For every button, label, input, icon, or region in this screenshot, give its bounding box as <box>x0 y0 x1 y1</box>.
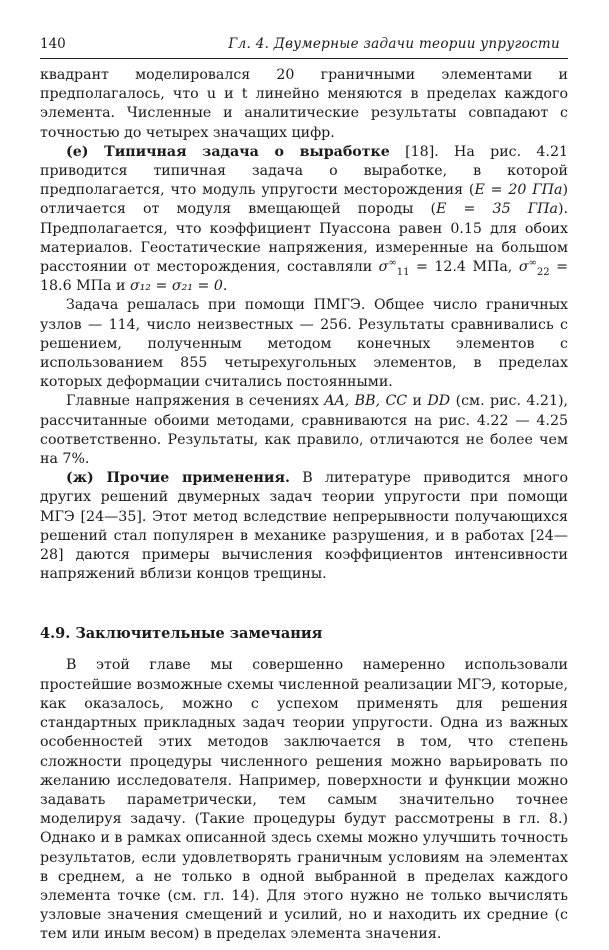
paragraph-bem-solution: Задача решалась при помощи ПМГЭ. Общее число граничных узлов — 114, число неизвестных — 256. Результаты сравнивались с решением, полученным методом конечных элементов с использованием 855 четырехугольных элементов, в пределах которых деформации считались постоянными. <box>40 297 568 391</box>
stress-text1: Главные напряжения в сечениях <box>66 393 325 410</box>
page-number: 140 <box>40 36 66 52</box>
modulus-host-rock: E = 35 ГПа <box>436 201 558 218</box>
paragraph-intro: квадрант моделировался 20 граничными элементами и предполагалось, что u и t линейно меняются в пределах каждого элемента. Численные и аналитические результаты совпадают с точностью до четырех значащих цифр. <box>40 67 568 141</box>
paragraph-typical-problem <box>40 143 568 297</box>
stress-and: и <box>407 393 428 410</box>
paragraph-zh-text: В литературе приводится много других решений двумерных задач теории упругости при помощи МГЭ [24—35]. Этот метод вследствие непрерывности получающихся решений стал популярен в механике разрушения, и в работах [24—28] даются примеры вычисления коэффициентов интенсивности напряжений вблизи концов трещины. <box>40 470 568 583</box>
sigma22-sub: 22 <box>536 266 550 278</box>
paragraph-e-ref: [18]. <box>405 143 439 160</box>
paragraph-e-text2: ) отличается от модуля вмещающей породы ( <box>40 182 568 218</box>
sigma11-sub: 11 <box>396 266 410 278</box>
paragraph-e-text3: ). Предполагается, что коэффициент Пуассона равен 0.15 для обоих материалов. Геостатические напряжения, измеренные на большом расстоянии от месторождения, составляли <box>40 201 568 276</box>
section-spacer <box>40 584 568 624</box>
sigma22-value: = 18.6 МПа и <box>40 259 568 295</box>
paragraph-e-heading: (е) Типичная задача о выработке <box>66 143 390 160</box>
stress-text2: (см. рис. 4.21), рассчитанные обоими методами, сравниваются на рис. 4.22 — 4.25 соответственно. Результаты, как правило, отличаются не более чем на 7%. <box>40 393 569 468</box>
sigma12-equation: σ₁₂ = σ₂₁ = 0. <box>129 278 228 295</box>
stress-sections: AA, BB, CC <box>324 393 408 410</box>
section-heading: 4.9. Заключительные замечания <box>40 625 323 643</box>
paragraph-e-text1: На рис. 4.21 приводится типичная задача о выработке, в которой предполагается, что модуль упругости месторождения ( <box>40 143 568 199</box>
paragraph-concluding-remarks: В этой главе мы совершенно намеренно использовали простейшие возможные схемы численной реализации МГЭ, которые, как оказалось, можно с успехом применять для решения стандартных прикладных задач теории упругости. Одна из важных особенностей этих методов заключается в том, что степень сложности процедуры численного решения можно варьировать по желанию исследователя. Например, поверхности и функции можно задавать параметрически, тем самым значительно точнее моделируя задачу. (Такие процедуры будут рассмотрены в гл. 8.) Однако и в рамках описанной здесь схемы можно улучшить точность результатов, если удовлетворять граничным условиям на элементах в среднем, а не только в одной выбранной в пределах каждого элемента точке (см. гл. 14). Для этого нужно не только вычислять узловые значения смещений и усилий, но и находить их средние (с тем или иным весом) в пределах элемента значения. <box>40 657 568 943</box>
sigma22-sup: ∞ <box>528 257 537 269</box>
sigma11-value: = 12.4 МПа, <box>409 259 519 276</box>
running-title: Гл. 4. Двумерные задачи теории упругости <box>228 36 560 52</box>
modulus-deposit: E = 20 ГПа <box>474 182 563 199</box>
paragraph-zh-heading: (ж) Прочие применения. <box>66 470 290 487</box>
page-header <box>40 34 568 59</box>
sigma11-symbol: σ <box>378 259 389 276</box>
paragraph-principal-stresses <box>40 392 568 469</box>
stress-section-dd: DD <box>427 393 451 410</box>
page-body <box>40 66 568 945</box>
sigma22-symbol: σ <box>518 259 529 276</box>
sigma11-sup: ∞ <box>388 257 397 269</box>
paragraph-other-applications <box>40 469 568 584</box>
